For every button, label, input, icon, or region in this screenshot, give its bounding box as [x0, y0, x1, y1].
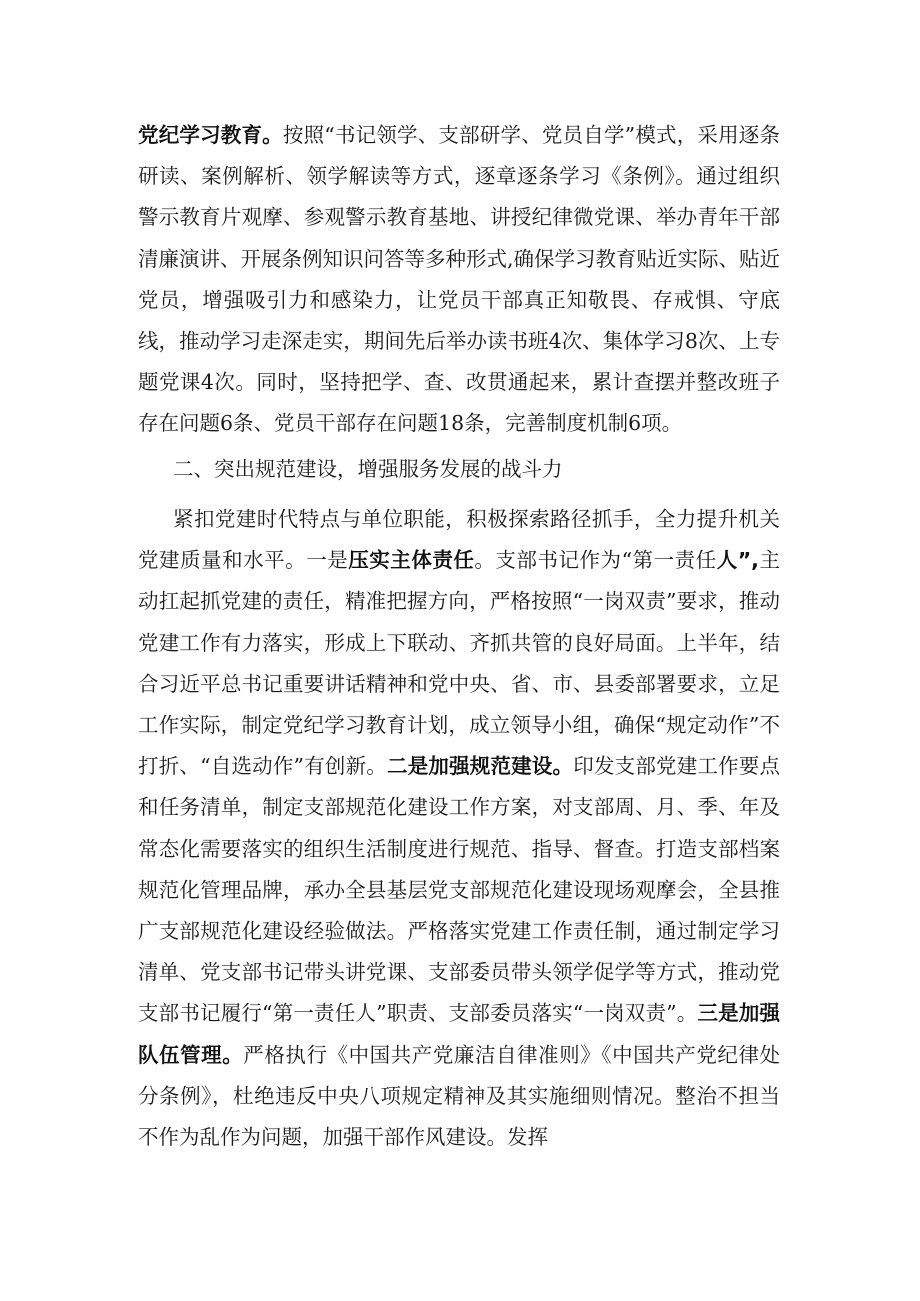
section-heading: 二、突出规范建设，增强服务发展的战斗力 [173, 457, 563, 481]
bold-phrase-standardization: 二是加强规范建设。 [387, 754, 574, 779]
paragraph-text: 按照“书记领学、支部研学、党员自学”模式，采用逐条研读、案例解析、领学解读等方式，逐章逐条学习《条例》。通过组织警示教育片观摩、参观警示教育基地、讲授纪律微党课、举办青年干部清廉演讲、开展条例知识问答等多种形式,确保学习教育贴近实际、贴近党员，增强吸引力和感染力，让党员干部真正知敬畏、存戒惧、守底线，推动学习走深走实，期间先后举办读书班4次、集体学习8次、上专题党课4次。同时，坚持把学、查、改贯通起来，累计查摆并整改班子存在问题6条、党员干部存在问题18条，完善制度机制6项。 [138, 123, 781, 436]
bold-phrase-team-management: 三是加强队伍管理。 [138, 1001, 781, 1067]
paragraph-text-3: 主动扛起抓党建的责任，精准把握方向，严格按照“一岗双责”要求，推动党建工作有力落实，形成上下联动、齐抓共管的良好局面。上半年，结合习近平总书记重要讲话精神和党中央、省、市、县委部署要求，立足工作实际，制定党纪学习教育计划，成立领导小组，确保“规定动作”不打折、“自选动作”有创新。 [138, 548, 781, 779]
paragraph-party-discipline-education [138, 115, 780, 445]
paragraph-standardization [138, 499, 780, 1158]
paragraph-text-2: 。支部书记作为“第一责任 [474, 548, 717, 573]
paragraph-text-5: 严格执行《中国共产党廉洁自律准则》《中国共产党纪律处分条例》，杜绝违反中央八项规定精神及其实施细则情况。整治不担当不作为乱作为问题，加强干部作风建设。发挥 [138, 1042, 781, 1150]
bold-phrase-responsibility: 压实主体责任 [348, 548, 475, 573]
bold-lead-text: 党纪学习教育。 [138, 123, 283, 147]
paragraph-text-4: 印发支部党建工作要点和任务清单，制定支部规范化建设工作方案，对支部周、月、季、年及常态化需要落实的组织生活制度进行规范、指导、督查。打造支部档案规范化管理品牌，承办全县基层党支部规范化建设现场观摩会，全县推广支部规范化建设经验做法。严格落实党建工作责任制，通过制定学习清单、党支部书记带头讲党课、支部委员带头领学促学等方式，推动党支部书记履行“第一责任人”职责、支部委员落实“一岗双责”。 [138, 754, 781, 1026]
bold-phrase-person: 人”, [716, 548, 759, 573]
paragraph-text-1: 紧扣党建时代特点与单位职能，积极探索路径抓手，全力提升机关党建质量和水平。一是 [138, 507, 780, 573]
